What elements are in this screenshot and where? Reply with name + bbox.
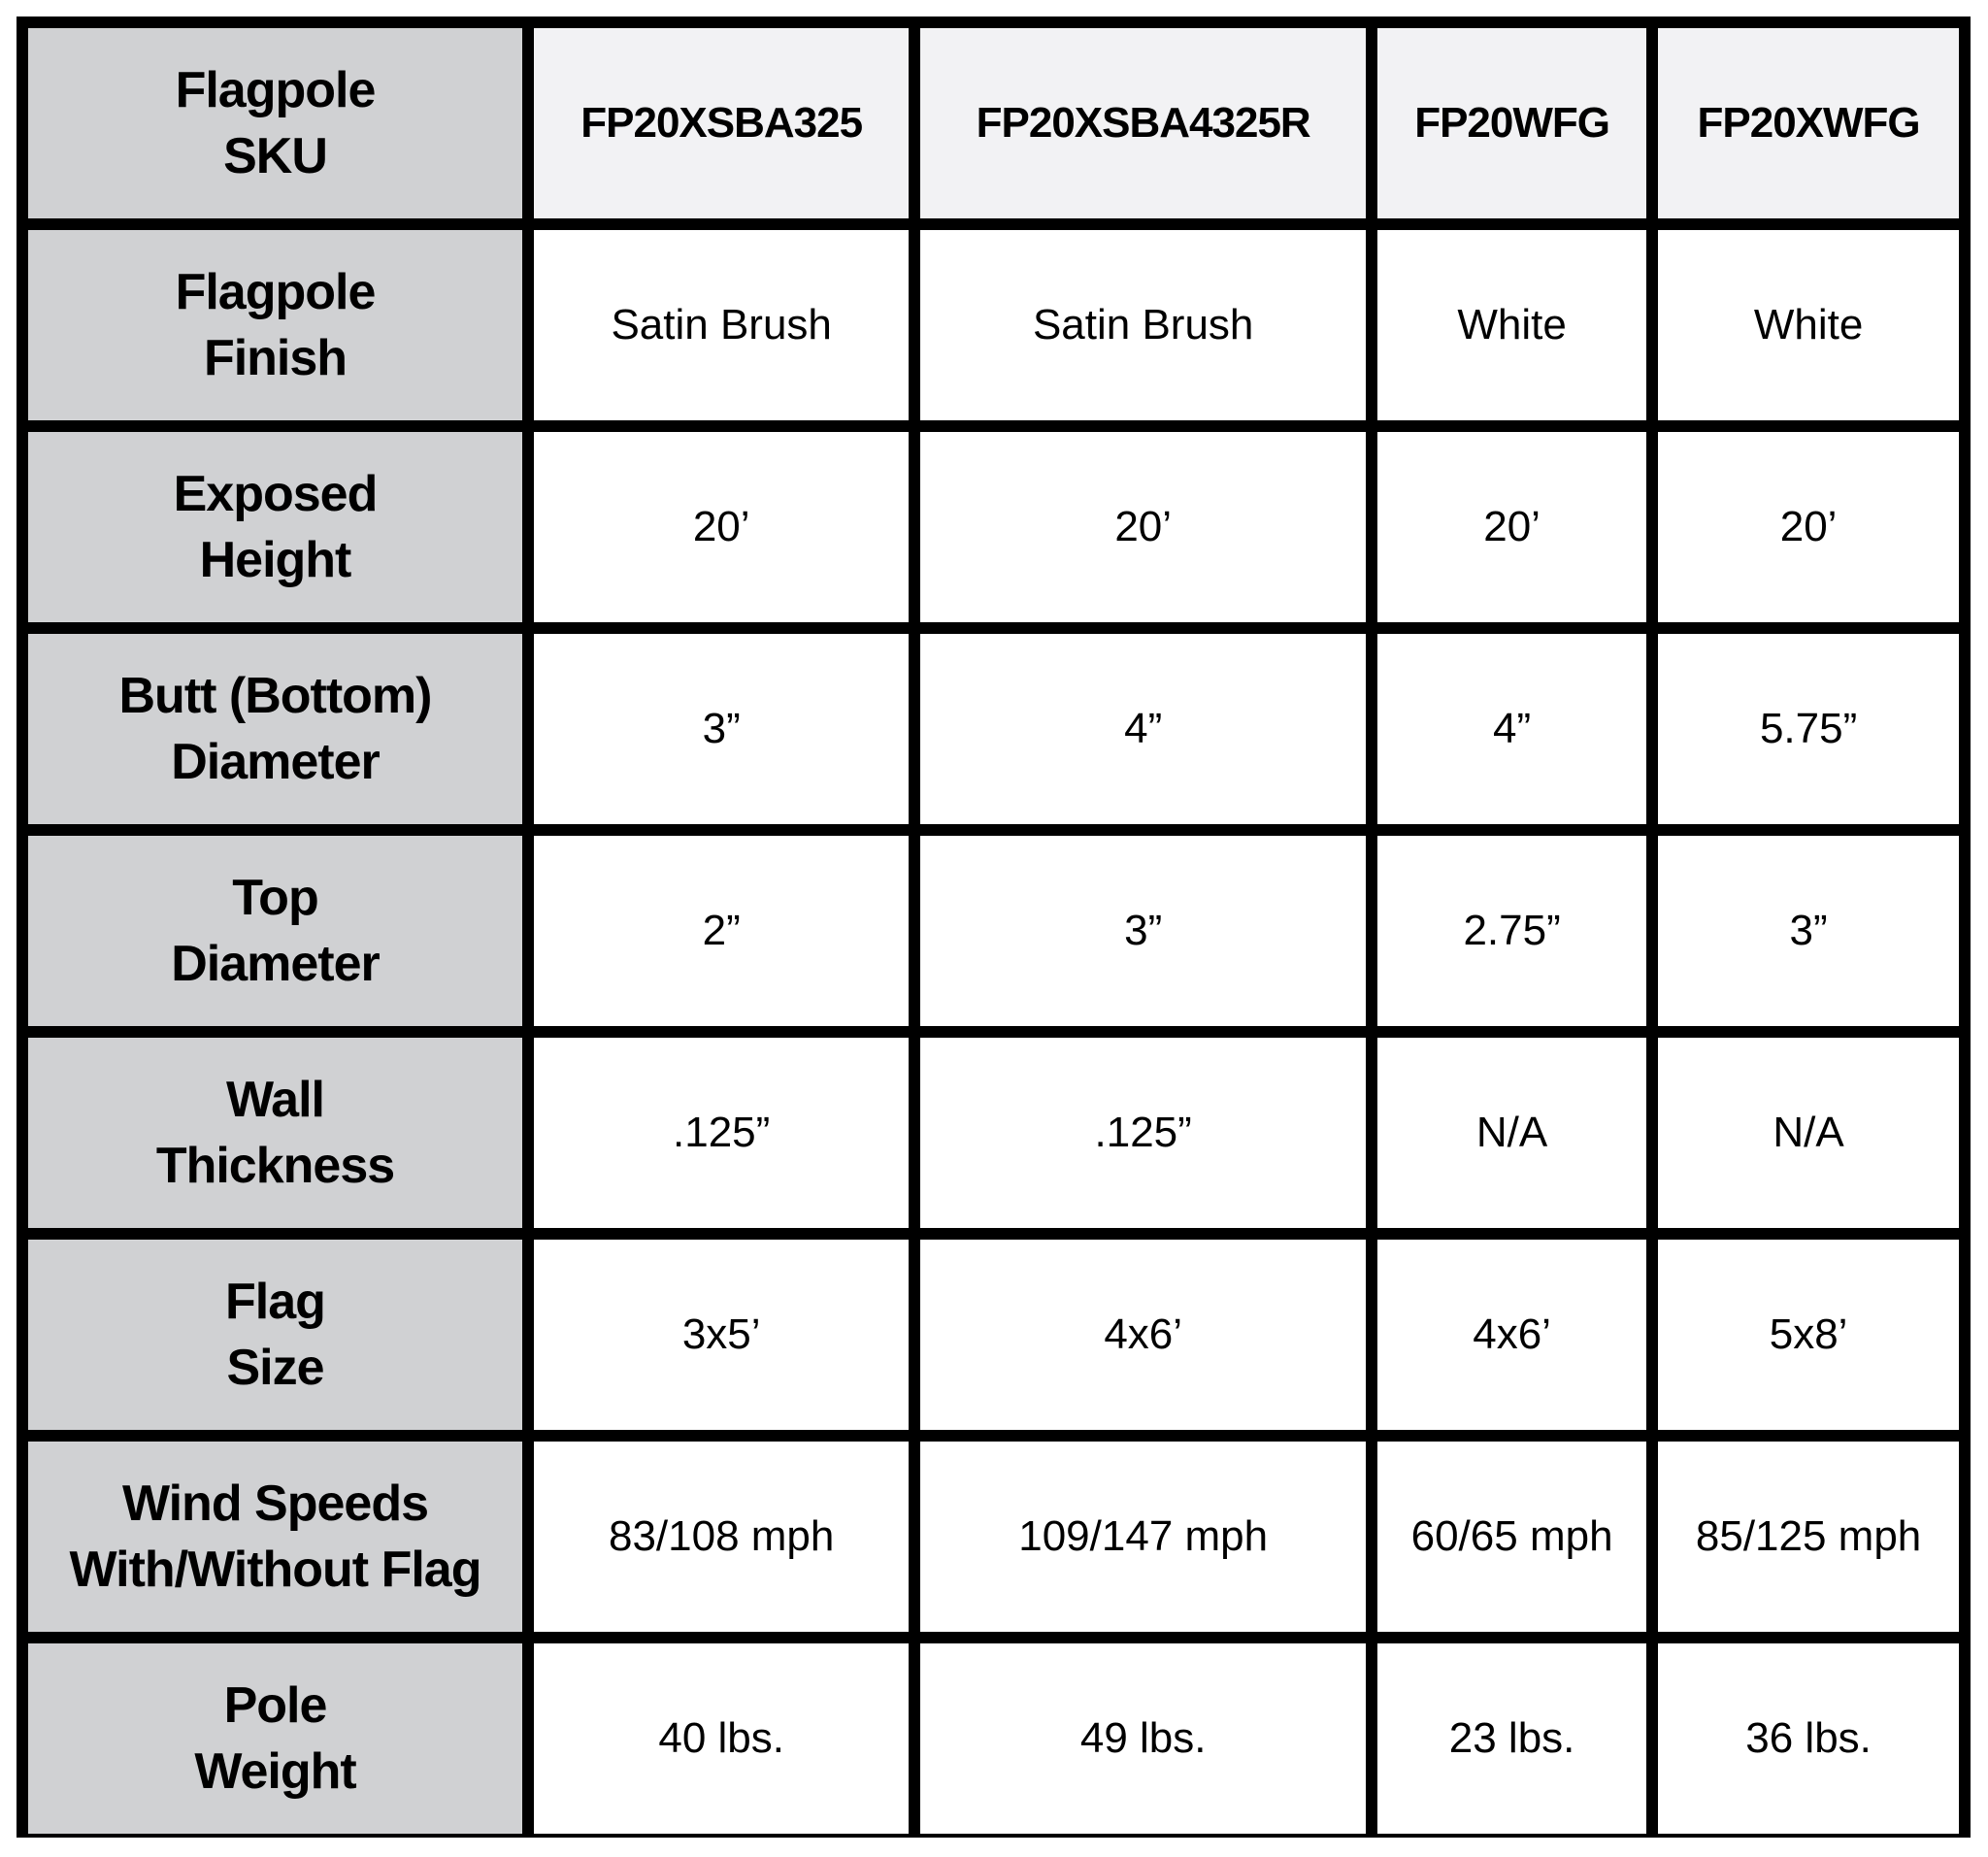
- label-line-2: Weight: [194, 1743, 356, 1800]
- table-cell: 5.75”: [1658, 634, 1959, 824]
- table-cell: .125”: [534, 1038, 909, 1228]
- table-cell: 4x6’: [920, 1240, 1366, 1430]
- table-cell: 3”: [920, 836, 1366, 1026]
- table-cell: 40 lbs.: [534, 1643, 909, 1834]
- label-line-1: Top: [232, 870, 318, 926]
- table-row-wind-speeds: [28, 1442, 1959, 1632]
- label-line-1: Flag: [225, 1274, 325, 1330]
- table-cell: Satin Brush: [920, 230, 1366, 420]
- table-row-top-diameter: [28, 836, 1959, 1026]
- flagpole-spec-table: [17, 17, 1971, 1838]
- table-cell: White: [1658, 230, 1959, 420]
- label-line-2: Height: [199, 532, 351, 588]
- label-line-1: Exposed: [173, 466, 378, 522]
- table-cell: 20’: [1377, 432, 1646, 622]
- table-cell: White: [1377, 230, 1646, 420]
- row-label-cell: [28, 1038, 522, 1228]
- label-line-1: Flagpole: [175, 62, 376, 118]
- label-line-2: Diameter: [171, 936, 380, 992]
- label-line-2: Thickness: [155, 1138, 395, 1194]
- table-cell: 4”: [920, 634, 1366, 824]
- table-cell: 85/125 mph: [1658, 1442, 1959, 1632]
- label-line-2: Finish: [203, 330, 348, 386]
- label-line-2: With/Without Flag: [69, 1542, 481, 1598]
- table-row-flag-size: [28, 1240, 1959, 1430]
- row-label-cell: [28, 634, 522, 824]
- row-label-cell: [28, 230, 522, 420]
- table-cell: 3”: [534, 634, 909, 824]
- row-label-cell: [28, 1643, 522, 1834]
- header-row: [28, 28, 1959, 218]
- row-label-cell: [28, 1442, 522, 1632]
- table-cell: 4x6’: [1377, 1240, 1646, 1430]
- label-line-1: Flagpole: [175, 264, 376, 320]
- table-row-wall-thickness: [28, 1038, 1959, 1228]
- sku-header-cell: FP20XSBA325: [534, 28, 909, 218]
- label-line-1: Wind Speeds: [121, 1476, 428, 1532]
- label-line-2: Diameter: [171, 734, 380, 790]
- table-cell: 60/65 mph: [1377, 1442, 1646, 1632]
- row-label-cell: [28, 836, 522, 1026]
- label-line-1: Butt (Bottom): [118, 668, 432, 724]
- table-cell: 20’: [920, 432, 1366, 622]
- table-row-exposed-height: [28, 432, 1959, 622]
- table-cell: N/A: [1377, 1038, 1646, 1228]
- header-label-cell: [28, 28, 522, 218]
- label-line-2: Size: [226, 1340, 324, 1396]
- table-cell: 109/147 mph: [920, 1442, 1366, 1632]
- table-cell: 2”: [534, 836, 909, 1026]
- sku-header-cell: FP20WFG: [1377, 28, 1646, 218]
- table-row-finish: [28, 230, 1959, 420]
- sku-header-cell: FP20XWFG: [1658, 28, 1959, 218]
- row-label-cell: [28, 432, 522, 622]
- table-cell: 36 lbs.: [1658, 1643, 1959, 1834]
- table-cell: 83/108 mph: [534, 1442, 909, 1632]
- label-line-2: SKU: [223, 128, 327, 184]
- table-cell: 2.75”: [1377, 836, 1646, 1026]
- table-cell: 49 lbs.: [920, 1643, 1366, 1834]
- spec-table: [17, 17, 1971, 1845]
- table-cell: .125”: [920, 1038, 1366, 1228]
- table-cell: 20’: [534, 432, 909, 622]
- table-cell: 20’: [1658, 432, 1959, 622]
- table-cell: 3x5’: [534, 1240, 909, 1430]
- table-cell: N/A: [1658, 1038, 1959, 1228]
- row-label-cell: [28, 1240, 522, 1430]
- label-line-1: Wall: [226, 1072, 324, 1128]
- table-cell: 4”: [1377, 634, 1646, 824]
- sku-header-cell: FP20XSBA4325R: [920, 28, 1366, 218]
- table-row-pole-weight: [28, 1643, 1959, 1834]
- table-cell: Satin Brush: [534, 230, 909, 420]
- table-row-butt-diameter: [28, 634, 1959, 824]
- table-cell: 3”: [1658, 836, 1959, 1026]
- table-cell: 23 lbs.: [1377, 1643, 1646, 1834]
- table-cell: 5x8’: [1658, 1240, 1959, 1430]
- label-line-1: Pole: [223, 1677, 327, 1734]
